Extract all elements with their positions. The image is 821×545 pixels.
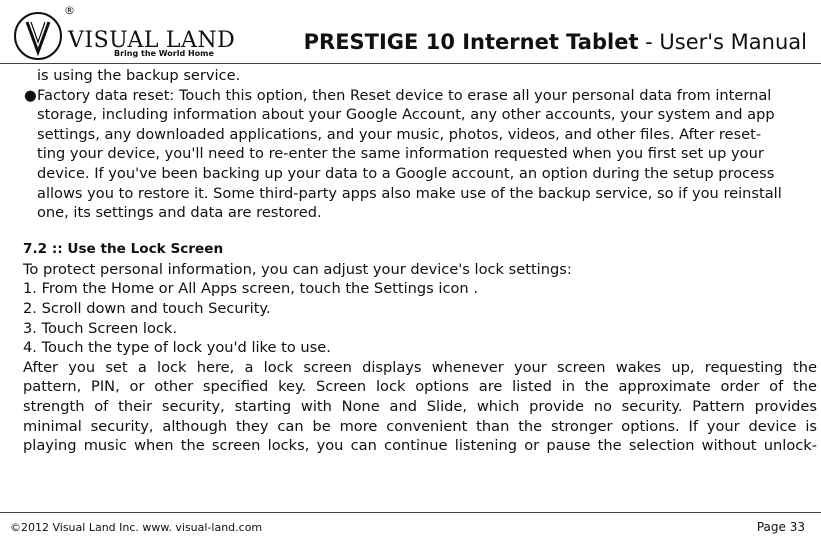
paragraph-line: playing music when the screen locks, you can continue listening or pause the selection without unlock- <box>23 437 817 455</box>
v-letter-icon <box>16 14 60 58</box>
bullet-line: one, its settings and data are restored. <box>37 204 322 222</box>
paragraph-line: minimal security, although they can be more convenient than the stronger options. If your device is <box>23 417 817 435</box>
paragraph-line: pattern, PIN, or other specified key. Screen lock options are listed in the approximate order of the <box>23 378 817 396</box>
step-item: 1. From the Home or All Apps screen, touch the Settings icon . <box>23 280 478 298</box>
bullet-icon: ● <box>24 86 37 104</box>
logo-tagline: Bring the World Home <box>114 49 214 58</box>
product-title: PRESTIGE 10 Internet Tablet <box>303 30 639 54</box>
intro-line: is using the backup service. <box>37 67 241 84</box>
bullet-line <box>23 86 817 106</box>
step-item: 4. Touch the type of lock you'd like to use. <box>23 339 331 357</box>
bullet-line: allows you to restore it. Some third-party apps also make use of the backup service, so if you reinstall <box>37 184 782 202</box>
logo-word-land: LAND <box>165 28 236 53</box>
logo-v-emblem <box>14 12 62 60</box>
section-intro: To protect personal information, you can adjust your device's lock settings: <box>23 260 572 278</box>
visual-land-logo <box>14 4 244 64</box>
manual-label: User's Manual <box>659 30 807 54</box>
paragraph-line: After you set a lock here, a lock screen displays whenever your screen wakes up, requesting the <box>23 358 817 376</box>
bullet-line: device. If you've been backing up your data to a Google account, an option during the setup process <box>37 164 775 182</box>
step-item: 2. Scroll down and touch Security. <box>23 299 271 317</box>
bullet-text: Factory data reset: Touch this option, then Reset device to erase all your personal data from internal <box>37 86 772 104</box>
copyright-notice: ©2012 Visual Land Inc. www. visual-land.com <box>10 521 263 534</box>
bullet-line: storage, including information about your Google Account, any other accounts, your system and app <box>37 106 775 124</box>
paragraph-line: strength of their security, starting with None and Slide, which provide no security. Pattern provides <box>23 397 817 415</box>
page-number: Page 33 <box>756 520 805 534</box>
section-heading: 7.2 :: Use the Lock Screen <box>23 240 224 257</box>
footer-divider <box>0 512 821 513</box>
logo-word-visual: VISUAL <box>68 28 160 53</box>
registered-mark: ® <box>64 4 75 17</box>
document-title <box>304 30 807 54</box>
bullet-line: settings, any downloaded applications, and your music, photos, videos, and other files. After reset- <box>37 125 762 143</box>
title-separator: - <box>638 30 660 54</box>
page-body <box>23 66 817 456</box>
bullet-line: ting your device, you'll need to re-enter the same information requested when you first set up your <box>37 145 764 163</box>
step-item: 3. Touch Screen lock. <box>23 319 177 337</box>
header-divider <box>0 63 821 64</box>
